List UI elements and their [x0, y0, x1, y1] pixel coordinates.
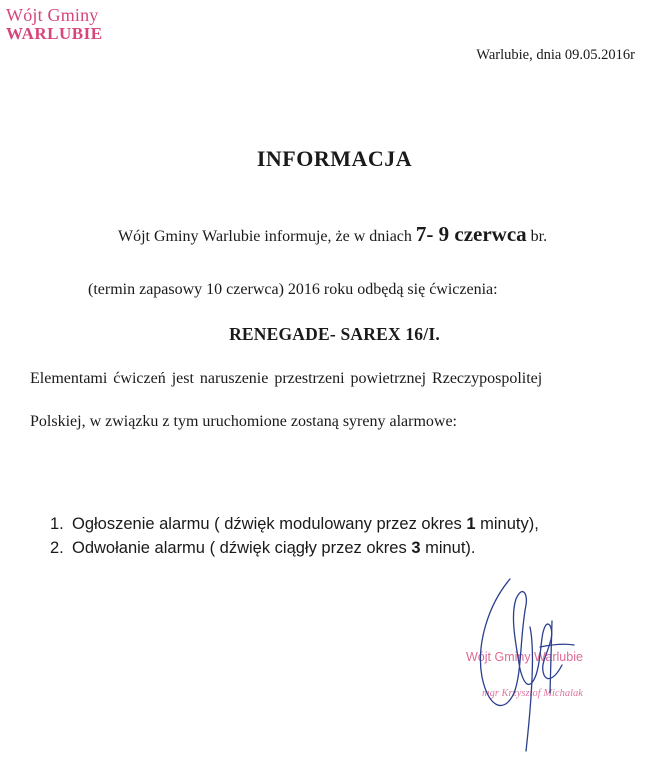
- office-stamp: [6, 6, 103, 43]
- paragraph-announcement: [118, 222, 547, 247]
- exercise-dates: 7- 9 czerwca: [415, 222, 527, 246]
- alarm-item-text-end: minuty),: [475, 515, 539, 533]
- exercise-name: RENEGADE- SAREX 16/I.: [229, 324, 440, 344]
- paragraph-announcement-start: Wójt Gminy Warlubie informuje, że w dniach: [118, 228, 416, 245]
- office-stamp-line2: WARLUBIE: [6, 23, 103, 43]
- alarm-item-duration: 1: [466, 515, 476, 533]
- document-title: INFORMACJA: [256, 146, 413, 171]
- signature-stamp-name: mgr Krzysztof Michalak: [482, 688, 583, 699]
- alarm-item: [50, 512, 539, 536]
- alarm-item-number: 2.: [50, 539, 64, 557]
- alarm-list: [50, 512, 539, 560]
- office-stamp-line1: Wójt Gminy: [6, 5, 99, 25]
- alarm-item-text: Ogłoszenie alarmu ( dźwięk modulowany przez okres: [72, 515, 467, 533]
- alarm-item-text: Odwołanie alarmu ( dźwięk ciągły przez okres: [72, 539, 412, 557]
- paragraph-elements: Elementami ćwiczeń jest naruszenie przestrzeni powietrznej Rzeczypospolitej: [30, 370, 543, 387]
- paragraph-sirens: Polskiej, w związku z tym uruchomione zostaną syreny alarmowe:: [30, 413, 457, 430]
- alarm-item-duration: 3: [411, 539, 421, 557]
- handwritten-signature: [470, 565, 590, 755]
- alarm-item: [50, 536, 539, 560]
- alarm-item-number: 1.: [50, 515, 64, 533]
- paragraph-reserve-date: (termin zapasowy 10 czerwca) 2016 roku odbędą się ćwiczenia:: [88, 281, 498, 298]
- paragraph-announcement-end: br.: [526, 228, 548, 245]
- signature-stamp-title: Wójt Gminy Warlubie: [466, 650, 583, 664]
- document-date: Warlubie, dnia 09.05.2016r: [476, 47, 635, 63]
- alarm-item-text-end: minut).: [420, 539, 476, 557]
